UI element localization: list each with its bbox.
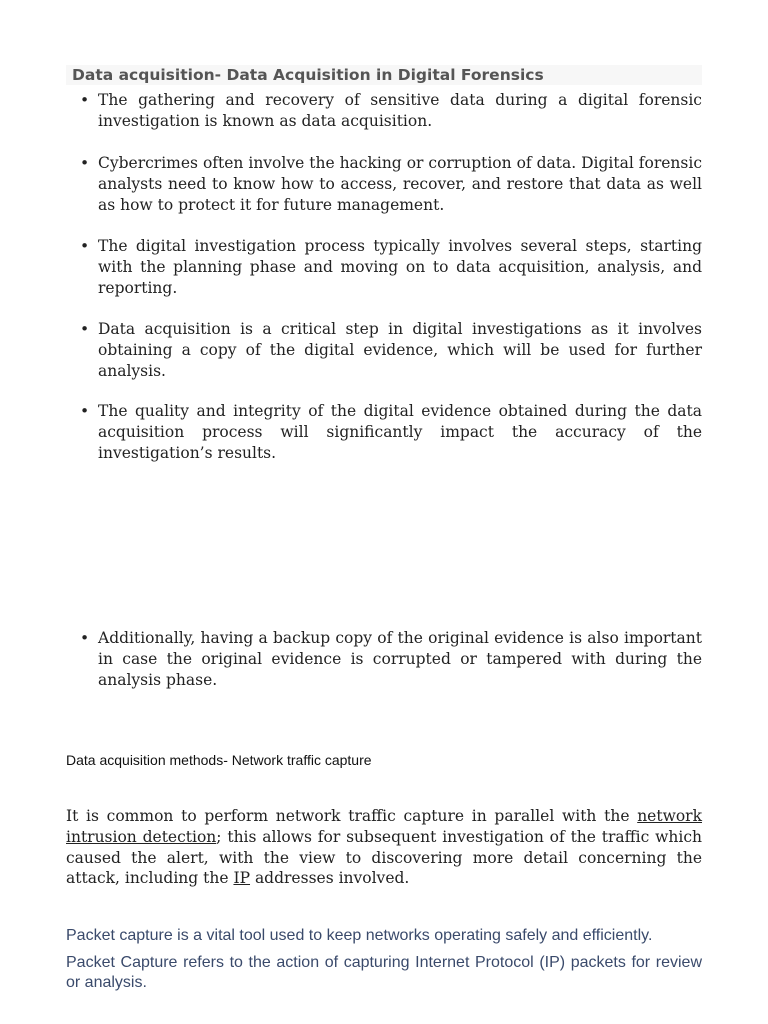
page-title: Data acquisition- Data Acquisition in Digital Forensics — [66, 65, 702, 85]
network-capture-paragraph — [66, 806, 702, 889]
list-item: • Additionally, having a backup copy of the original evidence is also important in case the original evidence is corrupted or tampered with during the analysis phase. — [98, 628, 702, 690]
paragraph-text: It is common to perform network traffic capture in parallel with the — [66, 807, 638, 825]
ip-link[interactable]: IP — [233, 869, 251, 888]
list-item: • The gathering and recovery of sensitive data during a digital forensic investigation is known as data acquisition. — [98, 90, 702, 132]
packet-capture-line: Packet Capture refers to the action of capturing Internet Protocol (IP) packets for review or analysis. — [66, 954, 702, 991]
section-subheading: Data acquisition methods- Network traffic capture — [66, 752, 372, 768]
list-item: • The digital investigation process typically involves several steps, starting with the planning phase and moving on to data acquisition, analysis, and reporting. — [98, 236, 702, 298]
paragraph-text: addresses involved. — [250, 869, 410, 888]
paragraph-text: ; this allows for subsequent investigation of the traffic which caused the alert, with the view to discovering more detail concerning the attack, including the — [66, 827, 702, 888]
packet-capture-line: Packet capture is a vital tool used to keep networks operating safely and efficiently. — [66, 927, 653, 944]
network-intrusion-detection-link[interactable]: network intrusion detection — [66, 807, 702, 846]
list-item: • Data acquisition is a critical step in digital investigations as it involves obtaining a copy of the digital evidence, which will be used for further analysis. — [98, 319, 702, 381]
list-item: • Cybercrimes often involve the hacking or corruption of data. Digital forensic analysts need to know how to access, recover, and restore that data as well as how to protect it for future management. — [98, 153, 702, 215]
list-item: • The quality and integrity of the digital evidence obtained during the data acquisition process will significantly impact the accuracy of the investigation’s results. — [98, 401, 702, 463]
